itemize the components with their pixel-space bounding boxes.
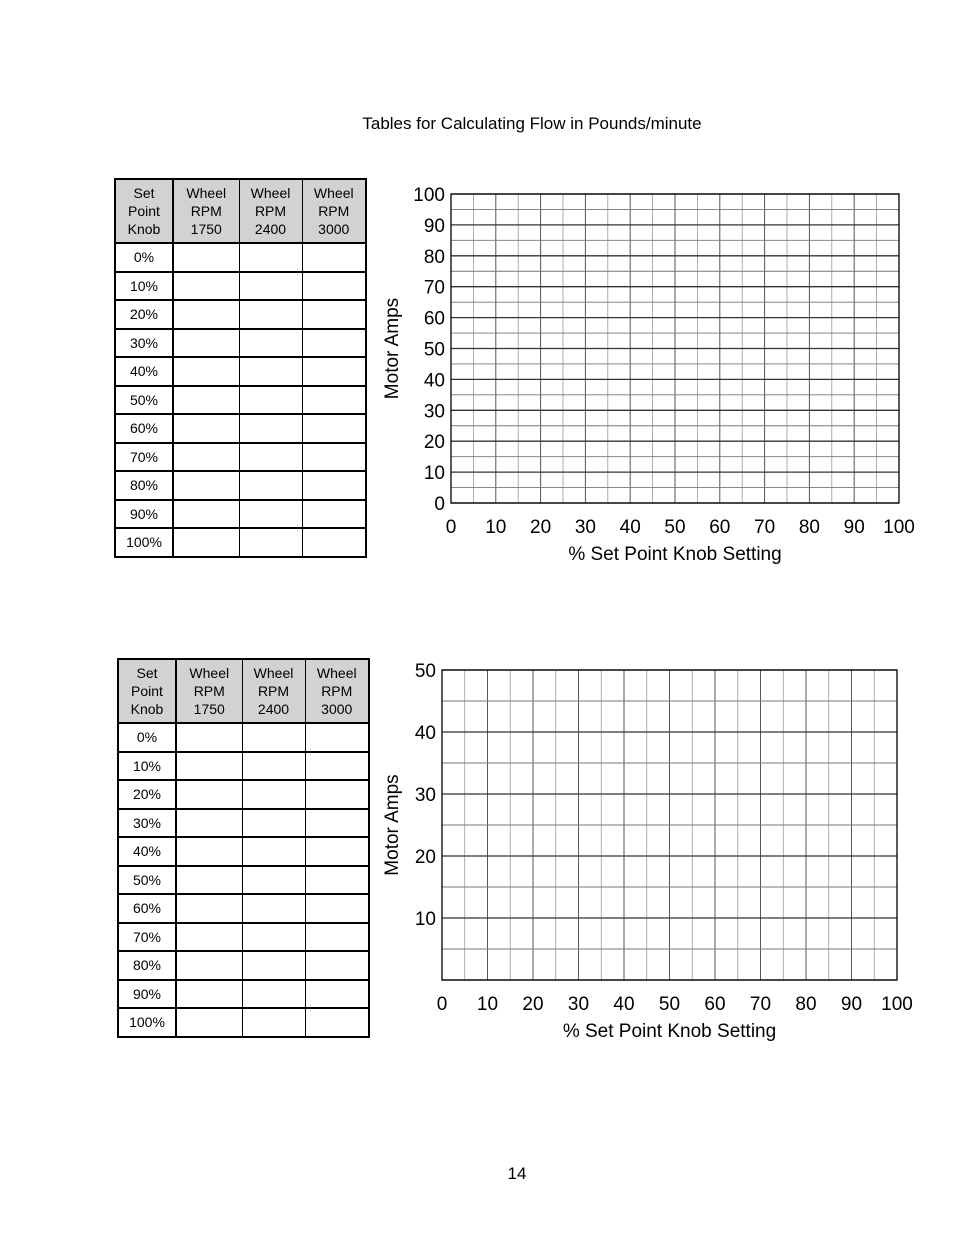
- table-row: [118, 951, 369, 980]
- row-label: 60%: [118, 894, 176, 923]
- table-row: [115, 357, 366, 386]
- entry-cell[interactable]: [242, 837, 305, 866]
- entry-cell[interactable]: [173, 471, 239, 500]
- y-tick-label: 100: [413, 185, 445, 206]
- y-tick-label: 90: [423, 215, 445, 237]
- table-header-row: [118, 659, 369, 723]
- x-tick-label: 40: [619, 517, 641, 538]
- flow-table-1: [114, 178, 367, 558]
- entry-cell[interactable]: [176, 923, 242, 952]
- x-tick-label: 90: [843, 517, 865, 538]
- header-wheel-rpm: Wheel RPM 3000: [302, 179, 366, 243]
- header-wheel-rpm: Wheel RPM 3000: [305, 659, 369, 723]
- y-tick-label: 70: [423, 277, 445, 299]
- entry-cell[interactable]: [242, 894, 305, 923]
- entry-cell[interactable]: [242, 1008, 305, 1037]
- table-row: [118, 894, 369, 923]
- motor-amps-chart-2: [370, 656, 930, 1056]
- y-axis-label: Motor Amps: [382, 297, 403, 400]
- entry-cell[interactable]: [302, 471, 366, 500]
- entry-cell[interactable]: [176, 951, 242, 980]
- table-row: [115, 243, 366, 272]
- table-row: [118, 809, 369, 838]
- entry-cell[interactable]: [239, 443, 302, 472]
- row-label: 70%: [118, 923, 176, 952]
- entry-cell[interactable]: [302, 357, 366, 386]
- entry-cell[interactable]: [305, 752, 369, 781]
- row-label: 40%: [118, 837, 176, 866]
- entry-cell[interactable]: [242, 866, 305, 895]
- table-row: [115, 528, 366, 557]
- row-label: 10%: [115, 272, 173, 301]
- entry-cell[interactable]: [173, 357, 239, 386]
- y-tick-label: 40: [414, 723, 436, 744]
- table-row: [115, 300, 366, 329]
- x-tick-label: 0: [436, 994, 448, 1015]
- entry-cell[interactable]: [173, 329, 239, 358]
- table-row: [118, 1008, 369, 1037]
- x-tick-label: 30: [574, 517, 596, 538]
- entry-cell[interactable]: [302, 243, 366, 272]
- entry-cell[interactable]: [242, 951, 305, 980]
- row-label: 60%: [115, 414, 173, 443]
- entry-cell[interactable]: [173, 243, 239, 272]
- entry-cell[interactable]: [239, 528, 302, 557]
- table-header-row: [115, 179, 366, 243]
- entry-cell[interactable]: [302, 272, 366, 301]
- entry-cell[interactable]: [305, 837, 369, 866]
- header-set-point-knob: Set Point Knob: [118, 659, 176, 723]
- row-label: 100%: [118, 1008, 176, 1037]
- table-row: [118, 723, 369, 752]
- entry-cell[interactable]: [176, 809, 242, 838]
- entry-cell[interactable]: [239, 386, 302, 415]
- entry-cell[interactable]: [173, 300, 239, 329]
- entry-cell[interactable]: [302, 443, 366, 472]
- y-axis-label: Motor Amps: [382, 774, 403, 876]
- row-label: 40%: [115, 357, 173, 386]
- entry-cell[interactable]: [305, 809, 369, 838]
- header-wheel-rpm: Wheel RPM 1750: [173, 179, 239, 243]
- table-row: [115, 386, 366, 415]
- entry-cell[interactable]: [173, 386, 239, 415]
- table-row: [115, 414, 366, 443]
- entry-cell[interactable]: [302, 329, 366, 358]
- header-set-point-knob: Set Point Knob: [115, 179, 173, 243]
- y-tick-label: 50: [414, 661, 436, 682]
- header-wheel-rpm: Wheel RPM 2400: [242, 659, 305, 723]
- row-label: 0%: [118, 723, 176, 752]
- table-row: [118, 980, 369, 1009]
- entry-cell[interactable]: [239, 357, 302, 386]
- row-label: 50%: [115, 386, 173, 415]
- entry-cell[interactable]: [239, 500, 302, 529]
- entry-cell[interactable]: [176, 780, 242, 809]
- entry-cell[interactable]: [242, 980, 305, 1009]
- entry-cell[interactable]: [176, 1008, 242, 1037]
- entry-cell[interactable]: [239, 243, 302, 272]
- motor-amps-chart-1: [370, 180, 930, 580]
- entry-cell[interactable]: [176, 837, 242, 866]
- entry-cell[interactable]: [305, 1008, 369, 1037]
- entry-cell[interactable]: [302, 300, 366, 329]
- x-tick-label: 60: [704, 994, 726, 1015]
- entry-cell[interactable]: [242, 923, 305, 952]
- x-tick-label: 20: [522, 994, 544, 1015]
- x-tick-label: 50: [664, 517, 686, 538]
- y-tick-label: 60: [423, 308, 445, 330]
- entry-cell[interactable]: [242, 809, 305, 838]
- entry-cell[interactable]: [176, 866, 242, 895]
- x-tick-label: 50: [658, 994, 681, 1015]
- row-label: 30%: [115, 329, 173, 358]
- entry-cell[interactable]: [176, 980, 242, 1009]
- entry-cell[interactable]: [305, 894, 369, 923]
- entry-cell[interactable]: [302, 528, 366, 557]
- y-tick-label: 20: [423, 432, 445, 454]
- entry-cell[interactable]: [176, 894, 242, 923]
- x-tick-label: 80: [795, 994, 817, 1015]
- entry-cell[interactable]: [305, 723, 369, 752]
- table-row: [115, 443, 366, 472]
- table-row: [115, 272, 366, 301]
- entry-cell[interactable]: [176, 723, 242, 752]
- entry-cell[interactable]: [176, 752, 242, 781]
- table-row: [118, 837, 369, 866]
- entry-cell[interactable]: [305, 980, 369, 1009]
- entry-cell[interactable]: [305, 866, 369, 895]
- entry-cell[interactable]: [173, 443, 239, 472]
- table-row: [118, 866, 369, 895]
- row-label: 50%: [118, 866, 176, 895]
- entry-cell[interactable]: [239, 471, 302, 500]
- entry-cell[interactable]: [242, 752, 305, 781]
- entry-cell[interactable]: [173, 414, 239, 443]
- x-tick-label: 40: [613, 994, 635, 1015]
- y-tick-label: 10: [414, 909, 436, 930]
- row-label: 90%: [115, 500, 173, 529]
- entry-cell[interactable]: [305, 923, 369, 952]
- row-label: 80%: [115, 471, 173, 500]
- y-tick-label: 0: [434, 494, 445, 515]
- entry-cell[interactable]: [242, 780, 305, 809]
- y-tick-label: 50: [423, 339, 445, 361]
- table-row: [115, 329, 366, 358]
- flow-table-2: [117, 658, 370, 1038]
- y-tick-label: 30: [414, 785, 436, 806]
- row-label: 80%: [118, 951, 176, 980]
- header-wheel-rpm: Wheel RPM 1750: [176, 659, 242, 723]
- entry-cell[interactable]: [242, 723, 305, 752]
- x-tick-label: 60: [709, 517, 731, 538]
- x-axis-label: % Set Point Knob Setting: [562, 1021, 777, 1042]
- row-label: 10%: [118, 752, 176, 781]
- table-row: [118, 923, 369, 952]
- entry-cell[interactable]: [173, 500, 239, 529]
- entry-cell[interactable]: [239, 329, 302, 358]
- table-row: [118, 780, 369, 809]
- x-tick-label: 20: [530, 517, 552, 538]
- y-tick-label: 20: [414, 847, 436, 868]
- header-wheel-rpm: Wheel RPM 2400: [239, 179, 302, 243]
- table-row: [118, 752, 369, 781]
- entry-cell[interactable]: [173, 272, 239, 301]
- y-tick-label: 30: [423, 401, 445, 423]
- row-label: 20%: [115, 300, 173, 329]
- entry-cell[interactable]: [302, 500, 366, 529]
- entry-cell[interactable]: [305, 780, 369, 809]
- x-axis-label: % Set Point Knob Setting: [568, 544, 782, 565]
- x-tick-label: 10: [476, 994, 499, 1015]
- x-tick-label: 100: [883, 517, 915, 538]
- y-tick-label: 80: [423, 246, 445, 268]
- x-tick-label: 10: [485, 517, 507, 538]
- x-tick-label: 90: [840, 994, 863, 1015]
- row-label: 30%: [118, 809, 176, 838]
- y-tick-label: 40: [423, 370, 445, 392]
- entry-cell[interactable]: [302, 414, 366, 443]
- x-tick-label: 0: [445, 517, 457, 538]
- entry-cell[interactable]: [305, 951, 369, 980]
- entry-cell[interactable]: [173, 528, 239, 557]
- table-row: [115, 471, 366, 500]
- entry-cell[interactable]: [239, 414, 302, 443]
- x-tick-label: 80: [798, 517, 820, 538]
- page-title: Tables for Calculating Flow in Pounds/minute: [362, 114, 702, 133]
- row-label: 100%: [115, 528, 173, 557]
- entry-cell[interactable]: [239, 272, 302, 301]
- x-tick-label: 30: [567, 994, 590, 1015]
- table-row: [115, 500, 366, 529]
- x-tick-label: 100: [881, 994, 913, 1015]
- x-tick-label: 70: [754, 517, 776, 538]
- row-label: 90%: [118, 980, 176, 1009]
- page-number: 14: [507, 1164, 527, 1183]
- entry-cell[interactable]: [239, 300, 302, 329]
- y-tick-label: 10: [423, 463, 445, 485]
- row-label: 20%: [118, 780, 176, 809]
- x-tick-label: 70: [749, 994, 772, 1015]
- row-label: 0%: [115, 243, 173, 272]
- row-label: 70%: [115, 443, 173, 472]
- entry-cell[interactable]: [302, 386, 366, 415]
